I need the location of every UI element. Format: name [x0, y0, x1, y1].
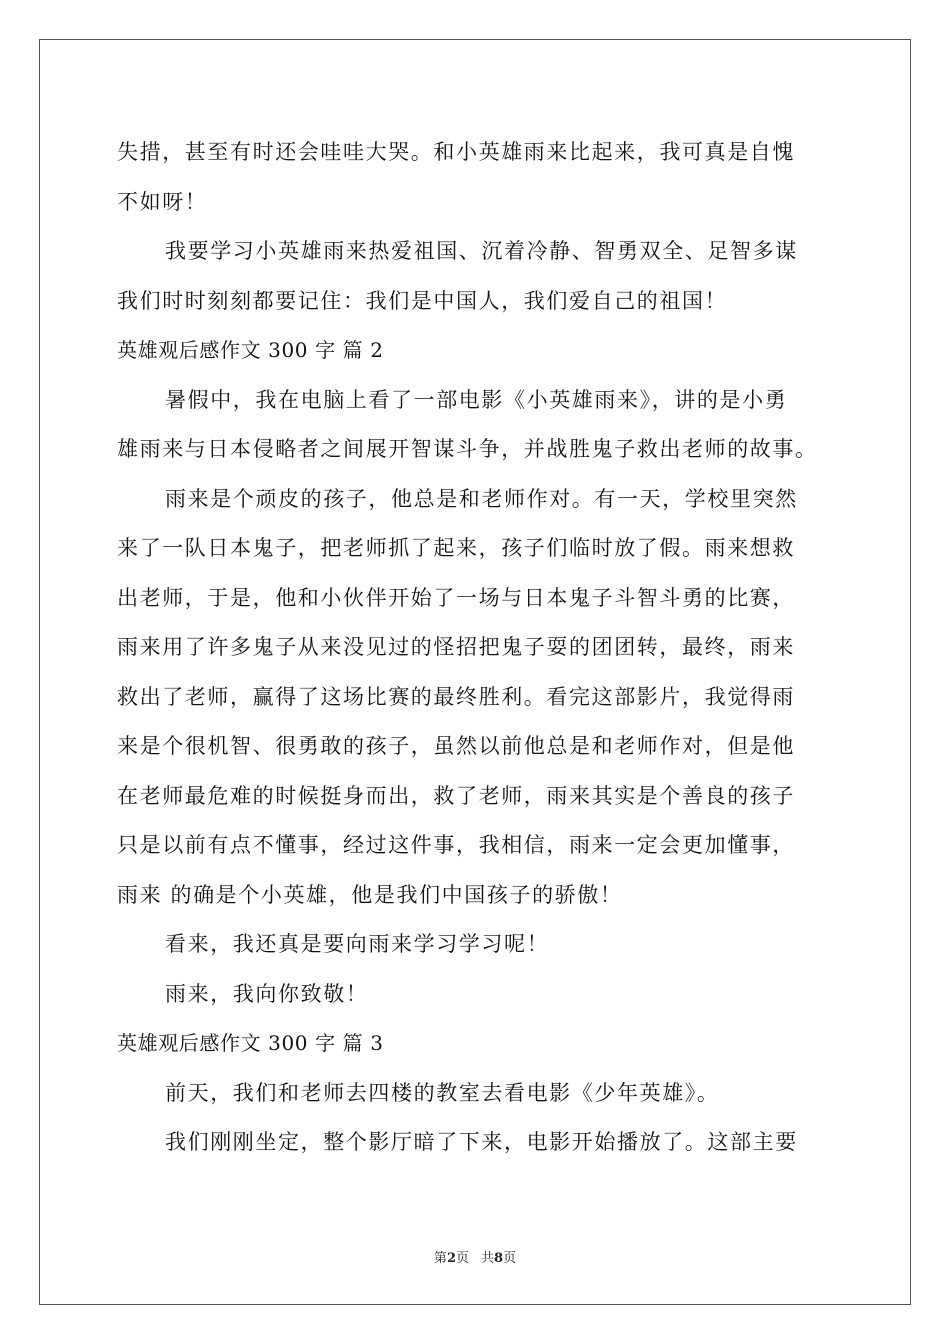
footer-page-suffix: 页 [455, 1251, 469, 1266]
text-line: 来是个很机智、很勇敢的孩子，虽然以前他总是和老师作对，但是他 [117, 734, 795, 758]
section-heading: 英雄观后感作文 300 字 篇 3 [117, 1031, 384, 1055]
page-footer [0, 1247, 950, 1266]
footer-total-prefix: 共 [481, 1251, 495, 1266]
text-line: 雨来 的确是个小英雄，他是我们中国孩子的骄傲！ [117, 882, 623, 907]
text-line: 我要学习小英雄雨来热爱祖国、沉着冷静、智勇双全、足智多谋 [165, 239, 798, 263]
text-line: 雄雨来与日本侵略者之间展开智谋斗争，并战胜鬼子救出老师的故事。 [117, 437, 818, 461]
text-line: 在老师最危难的时候挺身而出，救了老师，雨来其实是个善良的孩子 [117, 783, 795, 808]
text-line: 暑假中，我在电脑上看了一部电影《小英雄雨来》，讲的是小勇 [165, 387, 788, 412]
document-body [117, 128, 837, 1168]
text-line: 出老师，于是，他和小伙伴开始了一场与日本鬼子斗智斗勇的比赛， [117, 585, 795, 610]
text-line: 雨来是个顽皮的孩子，他总是和老师作对。有一天，学校里突然 [165, 486, 798, 511]
text-line: 救出了老师，赢得了这场比赛的最终胜利。看完这部影片，我觉得雨 [117, 684, 795, 709]
text-line: 雨来，我向你致敬！ [165, 981, 369, 1006]
text-line: 我们刚刚坐定，整个影厅暗了下来，电影开始播放了。这部主要 [165, 1130, 798, 1154]
text-line: 雨来用了许多鬼子从来没见过的怪招把鬼子耍的团团转，最终，雨来 [117, 635, 795, 659]
text-line: 看来，我还真是要向雨来学习学习呢！ [165, 932, 550, 956]
footer-page-total: 8 [494, 1251, 504, 1266]
text-line: 只是以前有点不懂事，经过这件事，我相信，雨来一定会更加懂事， [117, 833, 795, 857]
text-line: 失措，甚至有时还会哇哇大哭。和小英雄雨来比起来，我可真是自愧 [117, 140, 795, 164]
text-line: 来了一队日本鬼子，把老师抓了起来，孩子们临时放了假。雨来想救 [117, 536, 795, 560]
section-heading: 英雄观后感作文 300 字 篇 2 [117, 338, 384, 362]
footer-page-prefix: 第 [433, 1251, 447, 1266]
text-line: 不如呀！ [117, 189, 208, 214]
text-line: 我们时时刻刻都要记住：我们是中国人，我们爱自己的祖国！ [117, 288, 728, 313]
text-line: 前天，我们和老师去四楼的教室去看电影《少年英雄》。 [165, 1080, 720, 1105]
footer-page-current: 2 [446, 1251, 456, 1266]
footer-total-suffix: 页 [503, 1251, 517, 1266]
